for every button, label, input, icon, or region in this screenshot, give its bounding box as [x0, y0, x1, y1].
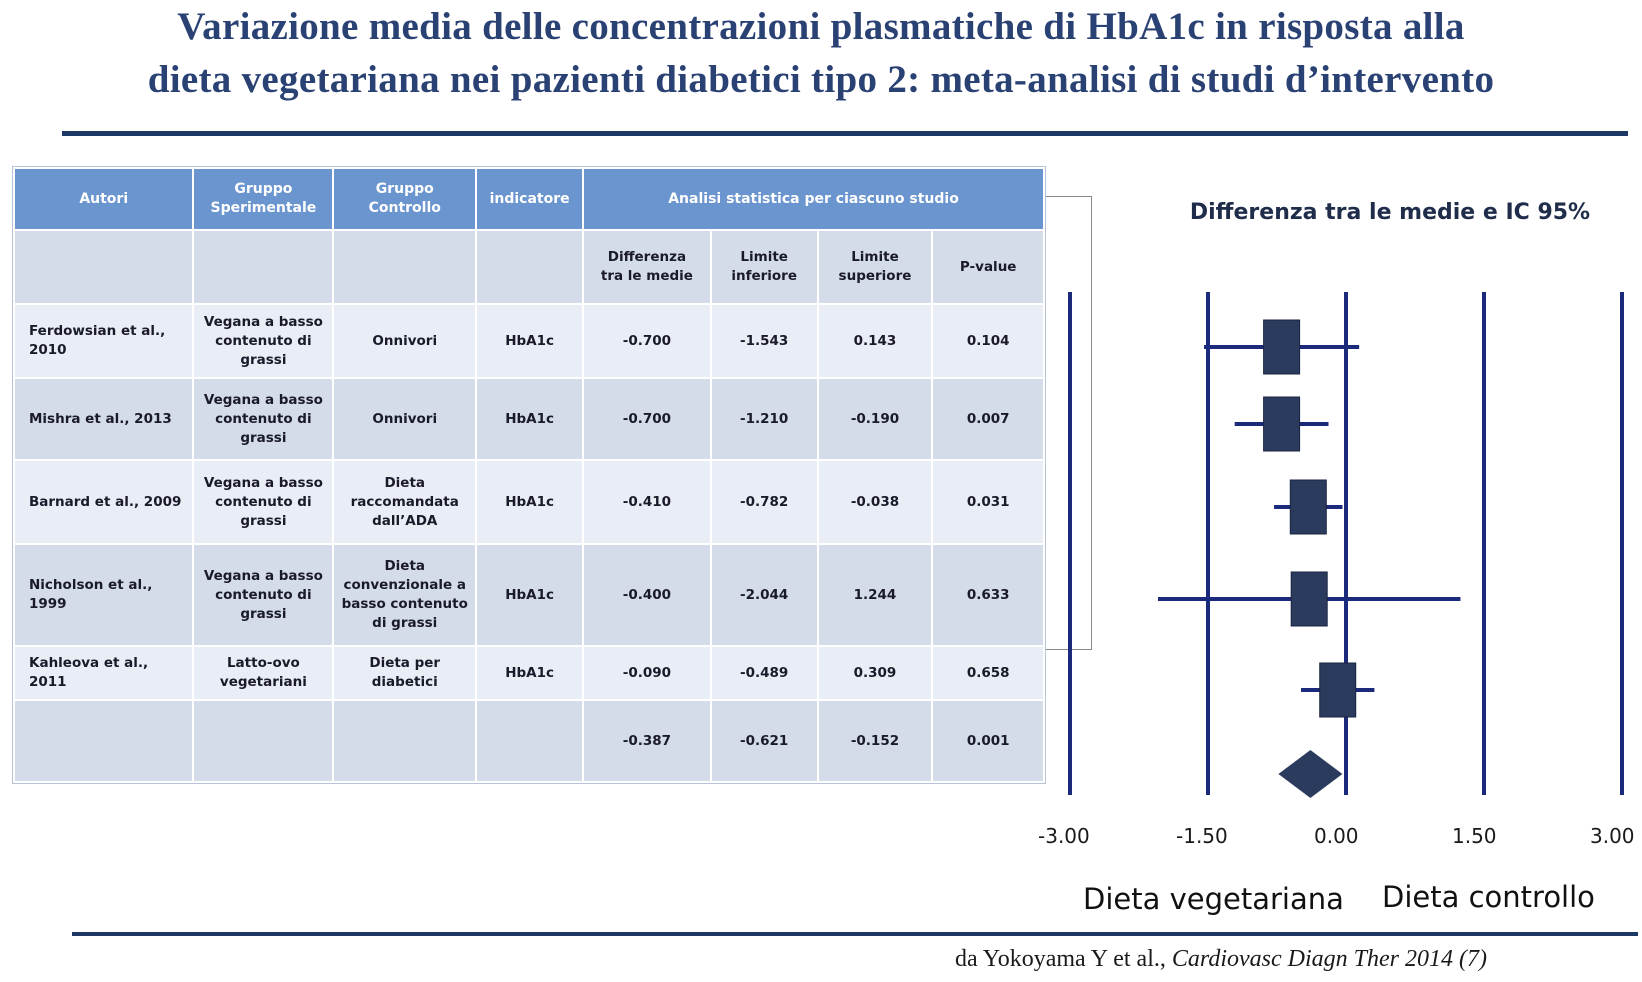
cell-line: diabetici: [371, 674, 438, 690]
cell-line: Latto-ovo: [226, 655, 300, 671]
cell-line: contenuto di: [215, 493, 312, 510]
header-gruppo-sperimentale: [193, 168, 333, 230]
pvalue-cell: 0.104: [932, 304, 1044, 378]
effect-box-3: [1291, 572, 1327, 626]
x-tick-label: 3.00: [1590, 824, 1635, 848]
cell-line: convenzionale a: [343, 577, 466, 593]
slide-title: [0, 0, 1642, 106]
exp-group-cell: [193, 304, 333, 378]
subheader-lower: [711, 230, 818, 304]
cell-line: Vegana a basso: [203, 391, 323, 408]
author-cell: Mishra et al., 2013: [14, 378, 193, 460]
cell-line: Vegana a basso: [203, 313, 323, 330]
cell-line: Vegana a basso: [203, 567, 323, 584]
cell-line: raccomandata: [350, 493, 459, 510]
ctrl-group-cell: [333, 460, 476, 544]
header-text: Gruppo: [234, 181, 293, 197]
pvalue-cell: 0.007: [932, 378, 1044, 460]
header-autori: Autori: [14, 168, 193, 230]
meta-analysis-table: [13, 167, 1045, 783]
author-cell: Ferdowsian et al., 2010: [14, 304, 193, 378]
lower-cell: -1.210: [711, 378, 818, 460]
summary-row: [14, 700, 1044, 782]
cell-line: grassi: [240, 351, 287, 368]
summary-pvalue-cell: 0.001: [932, 700, 1044, 782]
upper-cell: 0.309: [818, 646, 933, 700]
diff-cell: -0.400: [583, 544, 711, 646]
cell-line: dall’ADA: [372, 512, 438, 529]
author-cell: Barnard et al., 2009: [14, 460, 193, 544]
diff-cell: -0.700: [583, 378, 711, 460]
ctrl-group-cell: Onnivori: [333, 304, 476, 378]
source-prefix: da Yokoyama Y et al.,: [955, 946, 1172, 972]
table-row: [14, 646, 1044, 700]
cell-line: contenuto di: [215, 332, 312, 349]
table-header-row: [14, 168, 1044, 230]
title-line-1: Variazione media delle concentrazioni plasmatiche di HbA1c in risposta alla: [177, 5, 1465, 48]
cell-line: di grassi: [372, 615, 438, 631]
effect-box-0: [1264, 320, 1300, 374]
x-tick-label: 1.50: [1452, 824, 1497, 848]
summary-diff-cell: -0.387: [583, 700, 711, 782]
table-row: [14, 378, 1044, 460]
source-citation: [955, 946, 1487, 973]
x-tick-label: -1.50: [1176, 824, 1228, 848]
summary-lower-cell: -0.621: [711, 700, 818, 782]
lower-cell: -2.044: [711, 544, 818, 646]
ctrl-group-cell: [333, 646, 476, 700]
subheader-text: Differenza: [607, 249, 687, 265]
cell-line: vegetariani: [219, 674, 307, 690]
empty-cell: [333, 700, 476, 782]
x-tick-label: 0.00: [1314, 824, 1359, 848]
header-indicatore: indicatore: [476, 168, 583, 230]
empty-cell: [14, 700, 193, 782]
summary-upper-cell: -0.152: [818, 700, 933, 782]
source-journal: Cardiovasc Diagn Ther 2014 (7): [1171, 946, 1487, 972]
header-text: Sperimentale: [210, 200, 317, 216]
subheader-text: superiore: [838, 268, 912, 284]
upper-cell: 0.143: [818, 304, 933, 378]
cell-line: basso contenuto: [341, 596, 468, 612]
table-row: [14, 544, 1044, 646]
subheader-text: Limite: [851, 249, 899, 265]
exp-group-cell: [193, 378, 333, 460]
diff-cell: -0.700: [583, 304, 711, 378]
indicator-cell: HbA1c: [476, 544, 583, 646]
header-analisi: Analisi statistica per ciascuno studio: [583, 168, 1044, 230]
lower-cell: -1.543: [711, 304, 818, 378]
summary-diamond: [1278, 750, 1342, 798]
exp-group-cell: [193, 646, 333, 700]
header-gruppo-controllo: [333, 168, 476, 230]
ctrl-group-cell: Onnivori: [333, 378, 476, 460]
indicator-cell: HbA1c: [476, 378, 583, 460]
indicator-cell: HbA1c: [476, 304, 583, 378]
empty-cell: [193, 230, 333, 304]
subheader-text: inferiore: [731, 268, 797, 284]
forest-plot: [1080, 290, 1640, 810]
subheader-text: Limite: [740, 249, 788, 265]
empty-cell: [476, 230, 583, 304]
effect-box-4: [1320, 663, 1356, 717]
empty-cell: [14, 230, 193, 304]
cell-line: grassi: [240, 605, 287, 622]
cell-line: grassi: [240, 429, 287, 446]
title-line-2: dieta vegetariana nei pazienti diabetici tipo 2: meta-analisi di studi d’intervento: [147, 58, 1495, 101]
author-cell: Nicholson et al., 1999: [14, 544, 193, 646]
pvalue-cell: 0.031: [932, 460, 1044, 544]
header-text: Gruppo: [375, 181, 434, 197]
upper-cell: -0.038: [818, 460, 933, 544]
lower-cell: -0.782: [711, 460, 818, 544]
right-direction-label: Dieta controllo: [1382, 880, 1595, 914]
x-tick-label: -3.00: [1038, 824, 1090, 848]
effect-box-2: [1290, 480, 1326, 534]
table-row: [14, 460, 1044, 544]
header-text: Controllo: [368, 200, 441, 216]
cell-line: Vegana a basso: [203, 474, 323, 491]
chart-title: Differenza tra le medie e IC 95%: [1189, 200, 1591, 225]
left-direction-label: Dieta vegetariana: [1083, 882, 1344, 916]
exp-group-cell: [193, 460, 333, 544]
cell-line: grassi: [240, 512, 287, 529]
diff-cell: -0.410: [583, 460, 711, 544]
effect-box-1: [1264, 397, 1300, 451]
upper-cell: -0.190: [818, 378, 933, 460]
bottom-divider: [72, 932, 1638, 936]
subheader-text: tra le medie: [600, 268, 693, 284]
author-cell: Kahleova et al., 2011: [14, 646, 193, 700]
subheader-pvalue: P-value: [932, 230, 1044, 304]
table-subheader-row: [14, 230, 1044, 304]
pvalue-cell: 0.658: [932, 646, 1044, 700]
ctrl-group-cell: [333, 544, 476, 646]
subheader-diff: [583, 230, 711, 304]
cell-line: contenuto di: [215, 410, 312, 427]
top-divider: [62, 131, 1628, 136]
cell-line: Dieta per: [369, 655, 441, 671]
cell-line: contenuto di: [215, 586, 312, 603]
indicator-cell: HbA1c: [476, 460, 583, 544]
empty-cell: [193, 700, 333, 782]
empty-cell: [333, 230, 476, 304]
subheader-upper: [818, 230, 933, 304]
indicator-cell: HbA1c: [476, 646, 583, 700]
cell-line: Dieta: [384, 558, 426, 574]
lower-cell: -0.489: [711, 646, 818, 700]
exp-group-cell: [193, 544, 333, 646]
empty-cell: [476, 700, 583, 782]
table-row: [14, 304, 1044, 378]
upper-cell: 1.244: [818, 544, 933, 646]
diff-cell: -0.090: [583, 646, 711, 700]
pvalue-cell: 0.633: [932, 544, 1044, 646]
cell-line: Dieta: [384, 474, 426, 491]
